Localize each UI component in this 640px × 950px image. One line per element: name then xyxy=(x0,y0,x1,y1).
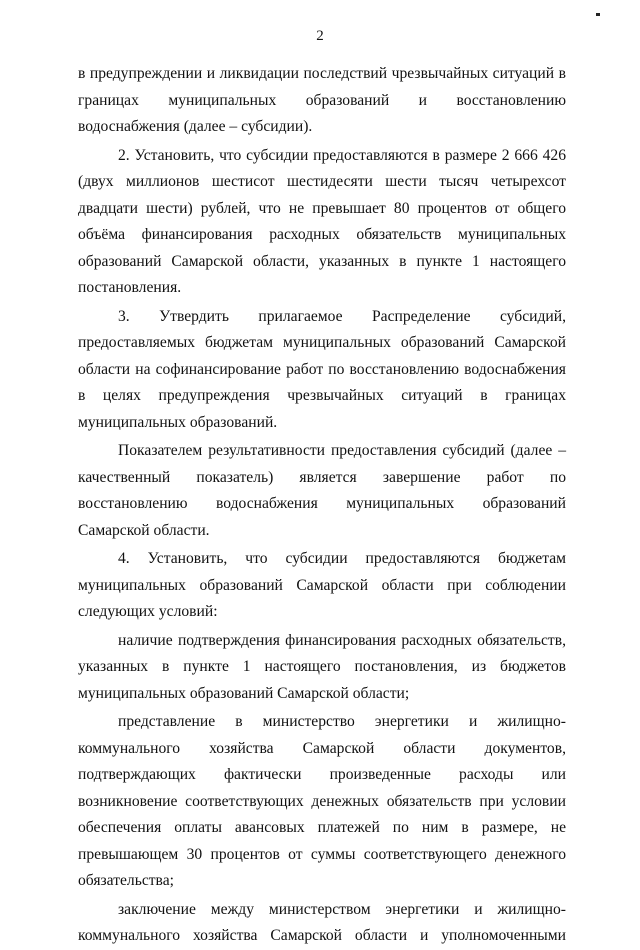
condition-financing: наличие подтверждения финансирования расходных обязательств, указанных в пункте 1 настоящего постановления, из бюджетов муниципальных образований Самарской области; xyxy=(78,631,566,702)
paragraph-item-2: 2. Установить, что субсидии предоставляются в размере 2 666 426 (двух миллионов шестисот шестидесяти шести тысяч четырехсот двадцати шести) рублей, что не превышает 80 процентов от общего объёма финансирования расходных обязательств муниципальных образований Самарской области, указанных в пункте 1 настоящего постановления. xyxy=(78,146,566,296)
condition-documents: представление в министерство энергетики и жилищно-коммунального хозяйства Самарской области документов, подтверждающих фактически произведенные расходы или возникновение соответствующих денежных обязательств при условии обеспечения оплаты авансовых платежей по ним в размере, не превышающем 30 процентов от суммы соответствующего денежного обязательства; xyxy=(78,713,566,889)
paragraph-performance-indicator: Показателем результативности предоставления субсидий (далее – качественный показатель) является завершение работ по восстановлению водоснабжения муниципальных образований Самарской области. xyxy=(78,442,566,539)
paragraph-item-4: 4. Установить, что субсидии предоставляются бюджетам муниципальных образований Самарской области при соблюдении следующих условий: xyxy=(78,550,566,620)
condition-agreement: заключение между министерством энергетики и жилищно-коммунального хозяйства Самарской области и уполномоченными xyxy=(78,900,566,944)
document-body xyxy=(78,61,566,950)
paragraph-continuation: в предупреждении и ликвидации последствий чрезвычайных ситуаций в границах муниципальных образований и восстановлению водоснабжения (далее – субсидии). xyxy=(78,65,566,135)
paragraph-item-3: 3. Утвердить прилагаемое Распределение субсидий, предоставляемых бюджетам муниципальных образований Самарской области на софинансирование работ по восстановлению водоснабжения в целях предупреждения чрезвычайных ситуаций в границах муниципальных образований. xyxy=(78,307,566,431)
page-number: 2 xyxy=(316,28,324,44)
scan-mark xyxy=(596,13,600,16)
